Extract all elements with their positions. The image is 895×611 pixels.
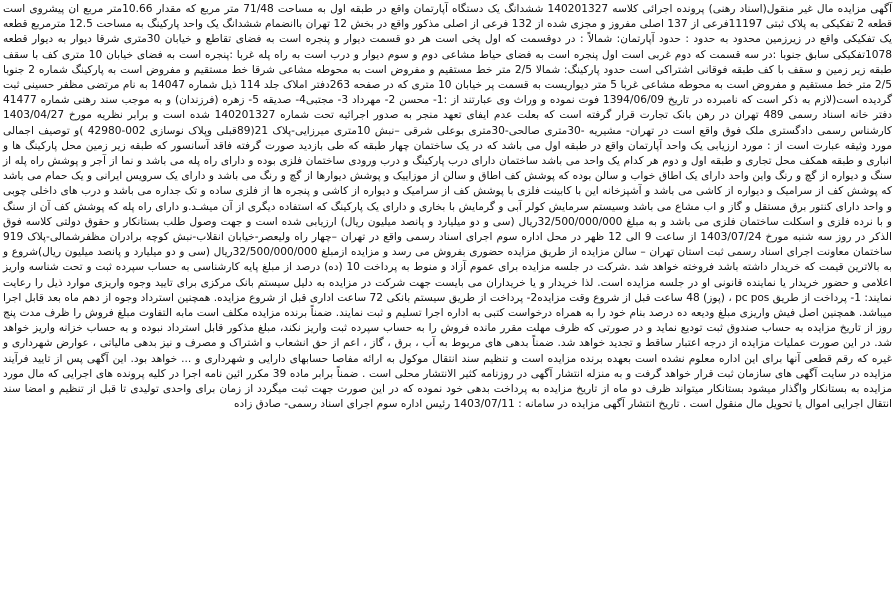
- auction-notice-text: آگهی مزایده مال غیر منقول(اسناد رهنی) پرونده اجرائی کلاسه 140201327 ششدانگ یک دستگاه آپارتمان واقع در طبقه اول به مساحت 71/48 متر مربع که مقدار 10.66متر مربع ان پیشروی است قطعه 2 تفکیکی به پلاک ثبتی 11197فرعی از 137 اصلی مفروز و مجزی شده از 132 فرعی از اصلی مذکور واقع در بخش 12 تهران باانضمام ششدانگ یک واحد پارکینگ به مساحت 12.5 مترمربع قطعه یک تفکیکی واقع در زیرزمین محدود به حدود : حدود آپارتمان: شمالاً : در دوقسمت که اول پخی است هر دو قسمت دیوار و پنجره است به فضای تقاطع و خیابان 30متری شرقا دیوار به دیوار قطعه 1078تفکیکی سابق جنوبا :در سه قسمت که دوم غربی است اول پنجره است به فضای حیاط مشاعی دوم و سوم دیوار و درب است به راه پله غربا :پنجره است به فضای خیابان 10 متری کف با سقف طبقه زیر زمین و سقف با کف طبقه فوقانی اشتراکی است حدود پارکینگ: شمالا 2/5 متر خط مستقیم و مفروض است به محوطه مشاعی شرقا خط مستقیم و مفروض است به پارکینگ شماره 2 جنوبا 2/5 متر خط مستقیم و مفروض است به محوطه مشاعی غربا 5 متر دیواریست به قسمت پر خیابان 10 متری که در صفحه 263دفتر املاک جلد 114 ذیل شماره 14047 به نام مرتضی مظفر حسینی ثبت گردیده است(لازم به ذکر است که نامبرده در تاریخ 1394/06/09 فوت نموده و وراث وی عبارتند از :1- محسن 2- مهرداد 3- مجتبی4- صدیقه 5- زهره (فرزندان) و به موجب سند رهنی شماره 41477 دفتر خانه اسناد رسمی 489 تهران در رهن بانک تجارت قرار گرفته است که بعلت عدم ایفای تعهد منجر به صدور اجرائیه تحت شماره 140201327 شده است و برابر نظریه مورخ 1403/04/27 کارشناس رسمی دادگستری ملک فوق واقع است در تهران- مشیریه -30متری صالحی-30متری بوعلی شرقی –نبش 10متری میرزایی-پلاک 21(89قبلی وپلاک نوسازی 002-42980 )و توصیف اجمالی مورد وثیقه عبارت است از : مورد ارزیابی یک واحد آپارتمان واقع در طبقه اول می باشد که در یک ساختمان چهار طبقه که طی بازدید صورت گرفته فاقد آسانسور که طبقه زیر زمین محل پارکینگ ها و انباری و طبقه همکف محل تجاری و طبقه اول و دوم هر کدام یک واحد می باشد ساختمان دارای درب پارکینگ و درب ورودی ساختمان فلزی بوده و دارای راه پله می باشد و نما از آجر و پوشش راه پله از سنگ و دیواره از گچ و رنگ واین واحد دارای یک اطاق خواب و سالن بوده که پوشش کف اطاق و سالن از موزاییک و پوشش دیوارها از گچ و رنگ می باشد و دارای یک سرویس ایرانی و یک حمام می باشد که پوشش کف از سرامیک و دیواره از کاشی می باشد و آشپزخانه این با کابینت فلزی با پوشش کف از سرامیک و دیواره از کاشی و پنجره ها از فلزی ساده و تک جداره می باشد و درب های داخلی چوبی و واحد دارای کنتور برق مستقل و گاز و اب مشاع می باشد وسیستم سرمایش کولر آبی و گرمایش با بخاری و دارای یک پارکینگ که استفاده دیگری از آن میشـد.و دارای راه پله که پوشش کف آن از سنگ و با نرده فلزی و اسکلت ساختمان فلزی می باشد و به مبلغ 32/500/000/000ریال (سی و دو میلیارد و پانصد میلیون ریال) ارزیابی شده است و جهت وصول طلب بستانکار و حقوق دولتی کلاسه فوق الذکر در روز سه شنبه مورخ 1403/07/24 از ساعت 9 الی 12 ظهر در محل اداره سوم اجرای اسناد رسمی واقع در تهران –چهار راه ولیعصر-خیابان انقلاب-نبش کوچه برادران مظفرشمالی-پلاک 919 ساختمان معاونت اجرای اسناد رسمی ثبت استان تهران – سالن مزایده از طریق مزایده حضوری بفروش می رسد و مزایده ازمبلغ 32/500/000/000ریال (سی و دو میلیارد و پانصد میلیون ریال)شروع و به بالاترین قیمت که خریدار داشته باشد فروخته خواهد شد .شرکت در جلسه مزایده برای عموم آزاد و منوط به پرداخت 10 (ده) درصد از مبلغ پایه کارشناسی به حساب سپرده ثبت و تحت شناسه واریز اعلامی و حضور خریدار یا نماینده قانونی او در جلسه مزایده است. لذا خریدار و یا خریداران می بایست جهت شرکت در مزایده به دلیل سیستم بانک مرکزی برای تایید وجوه واریزی موارد ذیل را رعایت نمایند: 1- پرداخت از طریق pc pos ، (پوز) 48 ساعت قبل از شروع وقت مزایده2- پرداخت از طریق سیستم بانکی 72 ساعت اداری قبل از شروع مزایده. همچنین استرداد وجوه از دهم ماه بعد قابل اجرا میباشد. همچنین اصل فیش واریزی مبلغ ودیعه ده درصد بنام خود را به همراه درخواست کتبی به اداره اجرا تسلیم و ثبت نمایند. ضمناً برنده مزایده مکلف است مابه التفاوت مبلغ فروش را ظرف مدت پنج روز از تاریخ مزایده به حساب صندوق ثبت تودیع نماید و در صورتی که ظرف مهلت مقرر مانده فروش را به حساب سپرده ثبت واریز نکند، مبلغ مذکور قابل استرداد نبوده و به حساب خزانه واریز خواهد شد. در این صورت عملیات مزایده از درجه اعتبار ساقط و تجدید خواهد شد. ضمناً بدهی های مربوط به آب ، برق ، گاز ، اعم از حق انشعاب و اشتراک و مصرف و نیز بدهی مالیاتی ، عوارض شهرداری و غیره که رقم قطعی آنها برای این اداره معلوم نشده است بعهده برنده مزایده است و تنظیم سند انتقال موکول به ارائه مفاصا حسابهای دارایی و شهرداری و ... خواهد بود. این آگهی پس از تایید فرآیند مزایده در سایت آگهی های سازمان ثبت قرار خواهد گرفت و به منزله انتشار آگهی در روزنامه کثیر الانتشار محلی است . ضمناً برابر ماده 39 مکرر ائین نامه اجرا در کلیه پرونده های اجرایی که مال مورد مزایده به بستانکار واگذار میشود بستانکار میتواند ظرف دو ماه از تاریخ مزایده به پرداخت بدهی خود نموده که در این صورت جهت ثبت میگردد از زمان برای واحدی تولیدی تا قبل از تنظیم و امضا سند انتقال اجرایی اموال یا تحویل مال منقول است . تاریخ انتشار آگهی مزایده در سامانه : 1403/07/11 رئیس اداره سوم اجرای اسناد رسمی- صادق زاده: [3, 3, 893, 411]
